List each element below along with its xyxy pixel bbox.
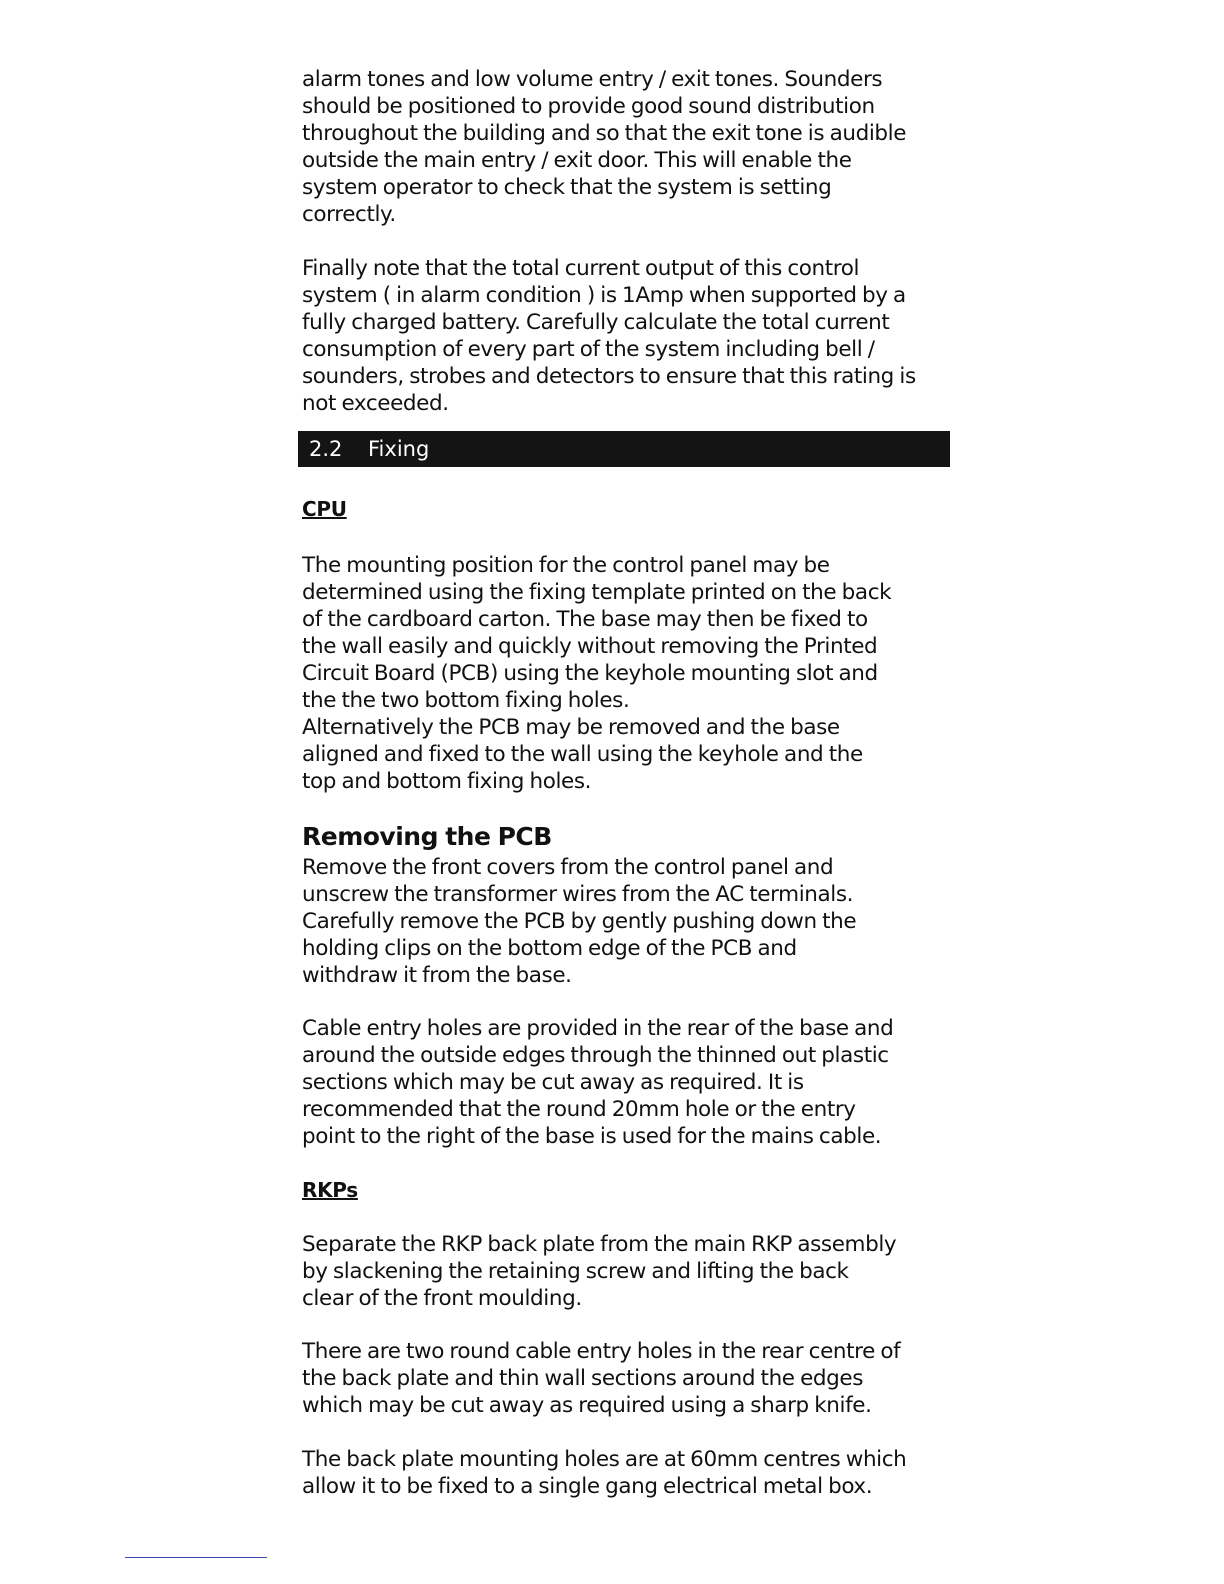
text-line: allow it to be fixed to a single gang electrical metal box. xyxy=(302,1474,873,1499)
section-number: 2.2 xyxy=(309,437,343,461)
cpu-paragraph xyxy=(302,552,952,795)
text-line: outside the main entry / exit door. This will enable the xyxy=(302,148,852,173)
text-line: fully charged battery. Carefully calculate the total current xyxy=(302,310,890,335)
text-line: the back plate and thin wall sections around the edges xyxy=(302,1366,864,1391)
rkps-paragraph-3 xyxy=(302,1446,952,1500)
text-line: by slackening the retaining screw and lifting the back xyxy=(302,1259,849,1284)
text-line: Remove the front covers from the control panel and xyxy=(302,855,834,880)
text-line: sections which may be cut away as required. It is xyxy=(302,1070,804,1095)
text-line: Circuit Board (PCB) using the keyhole mounting slot and xyxy=(302,661,878,686)
cpu-heading: CPU xyxy=(302,497,347,521)
section-title: Fixing xyxy=(368,437,430,461)
text-line: withdraw it from the base. xyxy=(302,963,572,988)
text-line: which may be cut away as required using a sharp knife. xyxy=(302,1393,872,1418)
text-line: point to the right of the base is used for the mains cable. xyxy=(302,1124,882,1149)
text-line: consumption of every part of the system including bell / xyxy=(302,337,875,362)
text-line: Cable entry holes are provided in the rear of the base and xyxy=(302,1016,894,1041)
removing-pcb-heading: Removing the PCB xyxy=(302,822,552,851)
text-line: Carefully remove the PCB by gently pushing down the xyxy=(302,909,857,934)
text-line: clear of the front moulding. xyxy=(302,1286,582,1311)
text-line: Alternatively the PCB may be removed and the base xyxy=(302,715,840,740)
text-line: alarm tones and low volume entry / exit tones. Sounders xyxy=(302,67,883,92)
rkps-subheading xyxy=(302,1177,952,1204)
text-line: correctly. xyxy=(302,202,396,227)
text-line: system operator to check that the system is setting xyxy=(302,175,832,200)
text-line: top and bottom fixing holes. xyxy=(302,769,592,794)
text-line: aligned and fixed to the wall using the keyhole and the xyxy=(302,742,863,767)
cable-entry-paragraph xyxy=(302,1015,952,1150)
text-line: the wall easily and quickly without removing the Printed xyxy=(302,634,878,659)
text-line: The back plate mounting holes are at 60mm centres which xyxy=(302,1447,907,1472)
text-line: system ( in alarm condition ) is 1Amp when supported by a xyxy=(302,283,906,308)
text-line: determined using the fixing template printed on the back xyxy=(302,580,892,605)
text-line: holding clips on the bottom edge of the PCB and xyxy=(302,936,797,961)
intro-paragraph xyxy=(302,66,952,228)
cpu-subheading xyxy=(302,496,952,523)
text-line: should be positioned to provide good sound distribution xyxy=(302,94,875,119)
rkps-paragraph-2 xyxy=(302,1338,952,1419)
text-line: unscrew the transformer wires from the AC terminals. xyxy=(302,882,854,907)
text-line: not exceeded. xyxy=(302,391,449,416)
removing-pcb-paragraph xyxy=(302,854,952,989)
current-note-paragraph xyxy=(302,255,952,417)
text-line: throughout the building and so that the exit tone is audible xyxy=(302,121,907,146)
text-line: There are two round cable entry holes in the rear centre of xyxy=(302,1339,901,1364)
footer-rule xyxy=(125,1557,267,1558)
text-line: of the cardboard carton. The base may then be fixed to xyxy=(302,607,868,632)
text-line: Separate the RKP back plate from the main RKP assembly xyxy=(302,1232,897,1257)
text-line: The mounting position for the control panel may be xyxy=(302,553,830,578)
rkps-paragraph-1 xyxy=(302,1231,952,1312)
section-header-bar xyxy=(298,431,950,467)
text-line: around the outside edges through the thinned out plastic xyxy=(302,1043,889,1068)
text-line: sounders, strobes and detectors to ensure that this rating is xyxy=(302,364,916,389)
removing-pcb-heading-block xyxy=(302,822,952,852)
text-line: the the two bottom fixing holes. xyxy=(302,688,630,713)
text-line: recommended that the round 20mm hole or the entry xyxy=(302,1097,856,1122)
rkps-heading: RKPs xyxy=(302,1178,358,1202)
text-line: Finally note that the total current output of this control xyxy=(302,256,860,281)
